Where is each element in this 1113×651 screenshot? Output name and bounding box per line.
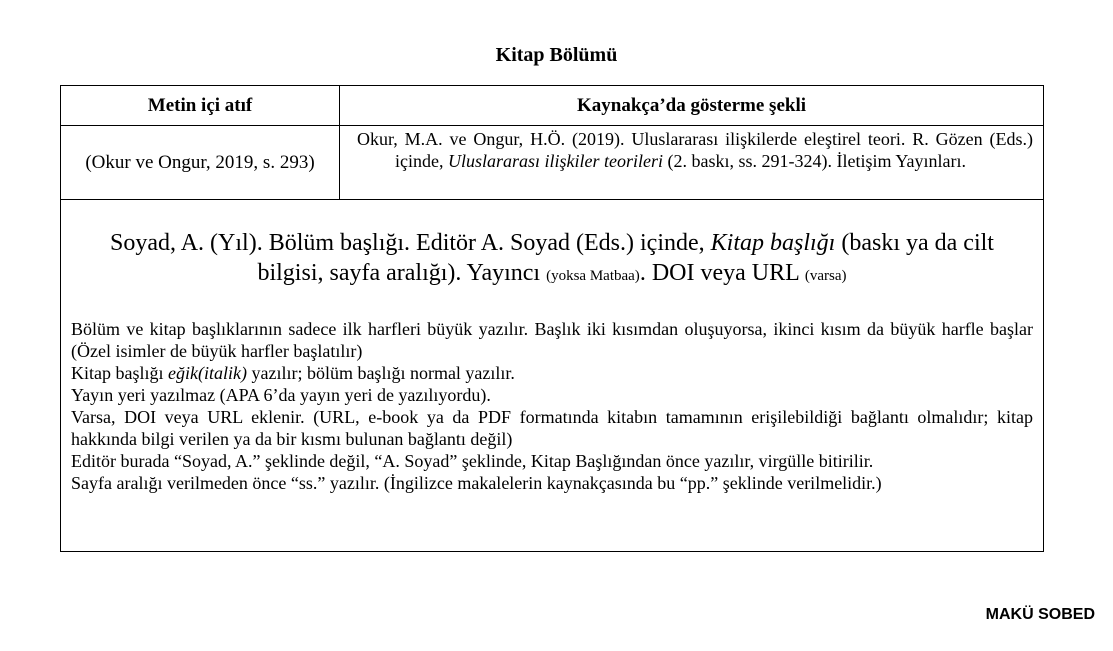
example-reference-part1: Okur, M.A. ve Ongur, H.Ö. (2019). Uluslararası ilişkilerde eleştirel teori. R. Gözen (Eds.) içinde, [357, 129, 1033, 171]
format-part1: Soyad, A. (Yıl). Bölüm başlığı. Editör A. Soyad (Eds.) içinde, [110, 230, 711, 256]
note-italic-b: yazılır; bölüm başlığı normal yazılır. [246, 363, 515, 383]
note-page-range: Sayfa aralığı verilmeden önce “ss.” yazılır. (İngilizce makalelerin kaynakçasında bu “pp.” şeklinde verilmelidir.) [71, 473, 882, 493]
reference-format-template [75, 228, 1029, 291]
note-publication-place: Yayın yeri yazılmaz (APA 6’da yayın yeri de yazılıyordu). [71, 385, 491, 405]
note-italic [71, 362, 1033, 384]
rules-notes [71, 318, 1033, 494]
table-header-row [61, 86, 1043, 126]
note-editor: Editör burada “Soyad, A.” şeklinde değil, “A. Soyad” şeklinde, Kitap Başlığından önce yazılır, virgülle bitirilir. [71, 451, 874, 471]
example-reference-book-title: Uluslararası ilişkiler teorileri [447, 151, 663, 171]
note-doi-url: Varsa, DOI veya URL eklenir. (URL, e-book ya da PDF formatında kitabın tamamının erişilebildiği bağlantı olmalıdır; kitap hakkında bilgi verilen ya da bir kısmı bulunan bağlantı değil) [71, 407, 1033, 449]
example-row [61, 126, 1043, 200]
example-reference-part2: (2. baskı, ss. 291-324). İletişim Yayınları. [663, 151, 966, 171]
format-doi-note: (varsa) [804, 268, 847, 284]
example-reference [340, 126, 1043, 199]
header-in-text-citation: Metin içi atıf [61, 86, 340, 125]
note-italic-a: Kitap başlığı [71, 363, 168, 383]
format-book-title: Kitap başlığı [710, 230, 836, 256]
format-part2: (baskı ya da cilt bilgisi, sayfa aralığı). Yayıncı [257, 230, 994, 286]
note-italic-word: eğik(italik) [168, 363, 247, 383]
format-part3: . DOI veya URL [639, 260, 805, 286]
example-in-text-citation: (Okur ve Ongur, 2019, s. 293) [61, 126, 340, 199]
note-capitalization: Bölüm ve kitap başlıklarının sadece ilk harfleri büyük yazılır. Başlık iki kısımdan oluşuyorsa, ikinci kısım da büyük harfle başlar (Özel isimler de büyük harfler başlatılır) [71, 319, 1033, 361]
page-title: Kitap Bölümü [495, 44, 618, 66]
journal-logo-text: MAKÜ SOBED [985, 606, 1095, 623]
header-reference-format: Kaynakça’da gösterme şekli [576, 94, 807, 116]
format-publisher-note: (yoksa Matbaa) [546, 268, 640, 284]
citation-table [60, 85, 1044, 552]
